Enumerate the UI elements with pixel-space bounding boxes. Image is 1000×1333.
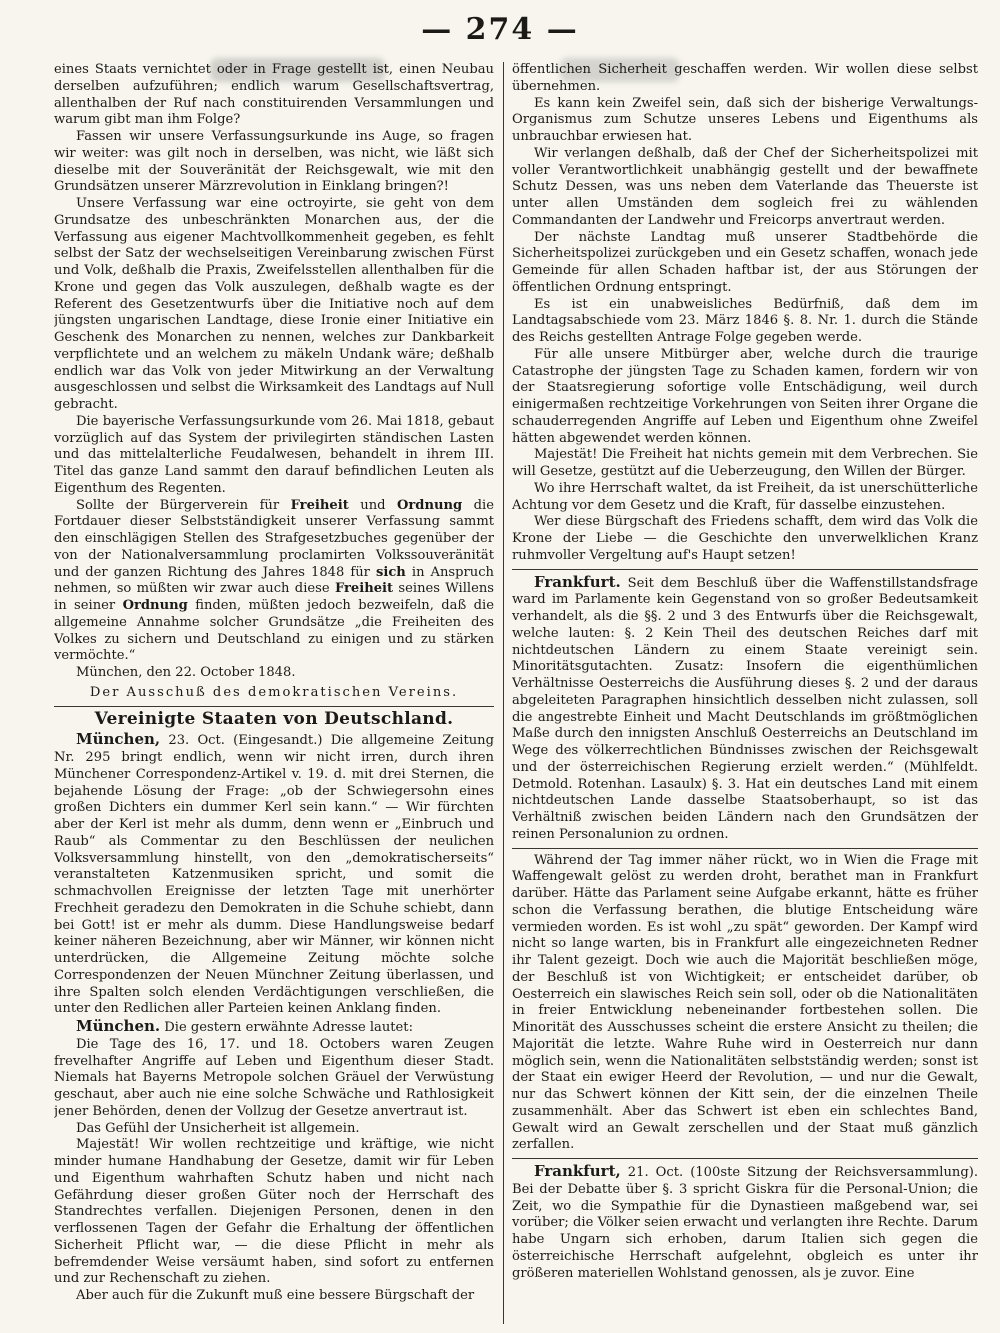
- text-run: in Anspruch nehmen, so müßten wir zwar auch diese: [54, 564, 494, 597]
- paragraph: Es kann kein Zweifel sein, daß sich der bisherige Verwaltungs-Organismus zum Schutze unseres Lebens und Eigenthums als unbrauchbar erwiesen hat.: [512, 95, 978, 144]
- section-divider: [54, 706, 494, 707]
- paragraph: Majestät! Die Freiheit hat nichts gemein mit dem Verbrechen. Sie will Gesetze, gestützt auf die Ueberzeugung, den Willen der Bürger.: [512, 447, 978, 479]
- article-text: 23. Oct. (Eingesandt.) Die allgemeine Zeitung Nr. 295 bringt endlich, wenn wir nicht irren, durch ihren Münchener Correspondenz-Artikel v. 19. d. mit drei Sternen, die bejahende Lösung der Frage: „ob der Schwiegersohn eines großen Dichters ein dummer Kerl sein kann.“ — Wir fürchten aber der Kerl ist mehr als dumm, denn wenn er „Einbruch und Raub“ als Commentar zu den Beschlüssen der neulichen Volksversammlung hinstellt, von den „demokratischerseits“ veranstalteten Katzenmusiken spricht, und somit die schmachvollen Ereignisse der letzten Tage mit unerhörter Frechheit geradezu den Demokraten in die Schuhe schiebt, dann bei Gott! ist er mehr als dumm. Diese Handlungsweise bedarf keiner näheren Bezeichnung, aber wir Männer, wir können nicht unterdrücken, die Allgemeine Zeitung möchte solche Correspondenzen der Neuen Münchner Zeitung überlassen, und ihre Spalten solch elenden Verdächtigungen verschließen, die unter den Redlichen aller Parteien keinen Anklang finden.: [54, 733, 494, 1017]
- paragraph: Das Gefühl der Unsicherheit ist allgemein.: [76, 1120, 360, 1136]
- emphasis: Freiheit: [334, 581, 394, 597]
- article: [54, 1018, 494, 1037]
- paragraph: Majestät! Wir wollen rechtzeitige und kräftige, wie nicht minder humane Handhabung der Gesetze, damit wir für Leben und Eigenthum wahrhaften Schutz haben und nicht nach Gefährdung dieser großen Güter noch der Herrschaft des Standrechtes verfallen. Diejenigen Personen, denen in den verflossenen Tagen der Gefahr die Erhaltung der öffentlichen Sicherheit Pflicht war, — die diese Pflicht in mehr als befremdender Weise versäumt haben, sind sofort zu entfernen und zur Rechenschaft zu ziehen.: [54, 1137, 494, 1287]
- dateline: Frankfurt,: [534, 1162, 621, 1180]
- dateline: München,: [76, 730, 161, 749]
- page-number: — 274 —: [421, 12, 579, 47]
- paragraph: Für alle unsere Mitbürger aber, welche durch die traurige Catastrophe der jüngsten Tage zu Schaden kamen, fordern wir von der Staatsregierung sofortige volle Entschädigung, weil durch einigermaßen rechtzeitige Vorkehrungen von Seiten ihrer Organe die schauderregenden Angriffe auf Leben und Eigenthum ohne Zweifel hätten abgewendet werden können.: [512, 346, 978, 446]
- paragraph: Die bayerische Verfassungsurkunde vom 26. Mai 1818, gebaut vorzüglich auf das System der privilegirten ständischen Lasten und das mittelalterliche Feudalwesen, behandelt in ihrem III. Titel das ganze Land sammt den darauf befindlichen Leuten als Eigenthum des Regenten.: [54, 413, 494, 496]
- dateline-signoff: München, den 22. October 1848.: [76, 665, 296, 680]
- text-run: Sollte der Bürgerverein für: [76, 497, 291, 513]
- paragraph: Wer diese Bürgschaft des Friedens schafft, dem wird das Volk die Krone der Liebe — die Geschichte den unverwelklichen Kranz ruhmvoller Vergeltung auf's Haupt setzen!: [512, 514, 978, 563]
- section-divider: [512, 1158, 978, 1159]
- paragraph: Während der Tag immer näher rückt, wo in Wien die Frage mit Waffengewalt gelöst zu werden droht, berathet man in Frankfurt darüber. Hätte das Parlament seine Aufgabe erkannt, hätte es früher schon die Verfassung berathen, die blutige Entscheidung wäre vermieden worden. Es ist wohl „zu spät“ geworden. Der Kampf wird nicht so lange warten, bis in Frankfurt alle eingezeichneten Redner ihr Talent gezeigt. Doch wie auch die Majorität beschließen möge, der Beschluß ist von Wichtigkeit; er entscheidet darüber, ob Oesterreich ein slawisches Reich sein soll, oder ob die Nationalitäten in freier Entwicklung nebeneinander fortbestehen sollen. Die Minorität des Ausschusses scheint die erstere Ansicht zu theilen; die Majorität die letzte. Wahre Ruhe wird in Oesterreich nur dann möglich sein, wenn die Nationalitäten selbstständig werden; sonst ist der Staat ein ewiger Heerd der Revolution, — und nur die Gewalt, nur das Schwert können der Kitt sein, der die einzelnen Theile zusammenhält. Aber das Schwert ist eben ein schlechtes Band, Gewalt wird an Gewalt zerschellen und der Staat muß gänzlich zerfallen.: [512, 852, 978, 1153]
- section-heading: Vereinigte Staaten von Deutschland.: [94, 708, 454, 729]
- text-run: finden, müßten jedoch bezweifeln, daß die allgemeine Annahme solcher Grundsätze „die Freiheiten des Volkes zu sichern und Deutschland zu einigen und zu stärken vermöchte.“: [54, 598, 494, 664]
- paragraph: öffentlichen Sicherheit geschaffen werden. Wir wollen diese selbst übernehmen.: [512, 62, 978, 94]
- paragraph: Wir verlangen deßhalb, daß der Chef der Sicherheitspolizei mit voller Verantwortlichkeit unabhängig gestellt und der bewaffnete Schutz Dessen, was uns neben dem Vaterlande das Theuerste ist unter allen Umständen dem sogleich frei zu wählenden Commandanten der Landwehr und Freicorps anvertraut werden.: [512, 145, 978, 228]
- article-text: Seit dem Beschluß über die Waffenstillstandsfrage ward im Parlamente kein Gegenstand von so großer Bedeutsamkeit verhandelt, als die §§. 2 und 3 des Entwurfs über die Reichsgewalt, welche lauten: §. 2 Kein Theil des deutschen Reiches darf mit nichtdeutschen Ländern zu einem Staate vereinigt sein. Minoritätsgutachten. Zusatz: Insofern die eigenthümlichen Verhältnisse Oesterreichs die Ausführung dieses §. 2 und der daraus abgeleiteten Paragraphen hinsichtlich desselben nicht zulassen, soll die angestrebte Einheit und Macht Deutschlands im größtmöglichen Maße durch den innigsten Anschluß Oesterreichs an Deutschland im Wege des völkerrechtlichen Bündnisses zwischen der Reichsgewalt und der österreichischen Regierung erzielt werden.“ (Mühlfeldt. Detmold. Rotenhan. Lasaulx) §. 3. Hat ein deutsches Land mit einem nichtdeutschen Lande dasselbe Staatsoberhaupt, so ist das Verhältniß zwischen beiden Ländern nach den Grundsätzen der reinen Personalunion zu ordnen.: [512, 575, 978, 842]
- emphasis: Freiheit: [290, 497, 349, 513]
- article: [512, 574, 978, 844]
- text-run: seines Willens in seiner: [54, 581, 494, 613]
- section-divider: [512, 569, 978, 570]
- paragraph: eines Staats vernichtet oder in Frage gestellt ist, einen Neubau derselben aufzuführen; endlich warum Gesellschaftsvertrag, allenthalben der Ruf nach constituirenden Versammlungen und warum gibt man ihm Folge?: [54, 62, 494, 128]
- paragraph: Unsere Verfassung war eine octroyirte, sie geht von dem Grundsatze des unbeschränkten Monarchen aus, der die Verfassung aus eigener Machtvollkommenheit gegeben, es fehlt selbst der Satz der wechselseitigen Vereinbarung zwischen Fürst und Volk, deßhalb die Praxis, Zweifelsstellen allenthalben für die Krone und gegen das Volk auszulegen, deßhalb wagte es der Referent des Gesetzentwurfs über die Initiative noch auf dem jüngsten ungarischen Landtage, diese Ironie einer Initiative ein Geschenk des Monarchen zu nennen, welches zur Dankbarkeit verpflichtete und an welchem zu mäkeln Undank wäre; deßhalb endlich war das Volk von jeder Mitwirkung an der Verwaltung ausgeschlossen und selbst die Wirksamkeit des Landtags auf Null gebracht.: [54, 196, 494, 412]
- right-column: [512, 62, 978, 1324]
- paragraph: Die Tage des 16, 17. und 18. Octobers waren Zeugen frevelhafter Angriffe auf Leben und Eigenthum dieser Stadt. Niemals hat Bayerns Metropole solchen Gräuel der Verwüstung geschaut, aber auch nie eine solche Schwäche und Rathlosigkeit jener Behörden, denen der Vollzug der Gesetze anvertraut ist.: [54, 1036, 494, 1119]
- paragraph: Aber auch für die Zukunft muß eine bessere Bürgschaft der: [76, 1288, 475, 1303]
- article: [54, 731, 494, 1018]
- section-divider: [512, 848, 978, 849]
- article: [512, 1163, 978, 1282]
- signature: Der Ausschuß des demokratischen Vereins.: [89, 684, 459, 700]
- column-rule: [503, 62, 504, 1324]
- article-text: Die gestern erwähnte Adresse lautet:: [160, 1020, 413, 1035]
- paragraph: Fassen wir unsere Verfassungsurkunde ins Auge, so fragen wir weiter: was gilt noch in derselben, was nicht, wie läßt sich dieselbe mit der Souveränität der Reichsgewalt, wie mit den Grundsätzen unserer Märzrevolution in Einklang bringen?!: [54, 129, 494, 195]
- emphasis: Ordnung: [122, 598, 188, 613]
- dateline: München.: [76, 1017, 161, 1035]
- article-text: 21. Oct. (100ste Sitzung der Reichsversammlung). Bei der Debatte über §. 3 spricht Giskra für die Personal-Union; die Zeit, wo die Sympathie für die Dynastieen maßgebend war, sei vorüber; die Völker seien erwacht und verlangten ihre Rechte. Darum habe Ungarn sich erhoben, darum Italien sich gegen die österreichische Herrschaft aufgelehnt, obgleich es unter ihr größeren materiellen Wohlstand genossen, als je zuvor. Eine: [512, 1165, 978, 1281]
- dateline: Frankfurt.: [534, 572, 621, 591]
- paragraph: Es ist ein unabweisliches Bedürfniß, daß dem im Landtagsabschiede vom 23. März 1846 §. 8. Nr. 1. durch die Stände des Reichs gestellten Antrage Folge gegeben werde.: [512, 296, 978, 345]
- text-run: und: [348, 497, 397, 513]
- text-run: die Fortdauer dieser Selbstständigkeit unserer Verfassung sammt den einschlägigen Stellen des Strafgesetzbuches gegenüber der von der Nationalversammlung proclamirten Volkssouveränität und der ganzen Richtung des Jahres 1848 für: [54, 497, 494, 580]
- paragraph: Wo ihre Herrschaft waltet, da ist Freiheit, da ist unerschütterliche Achtung vor dem Gesetz und die Kraft, für dasselbe einzustehen.: [512, 480, 978, 513]
- emphasis: Ordnung: [397, 497, 463, 513]
- left-column: [54, 62, 494, 1324]
- emphasis: sich: [375, 564, 406, 580]
- paragraph: [54, 498, 494, 666]
- paragraph: Der nächste Landtag muß unserer Stadtbehörde die Sicherheitspolizei zurückgeben und ein Gesetz schaffen, wonach jede Gemeinde für allen Schaden haftbar ist, der aus Störungen der öffentlichen Ordnung entspringt.: [512, 229, 978, 295]
